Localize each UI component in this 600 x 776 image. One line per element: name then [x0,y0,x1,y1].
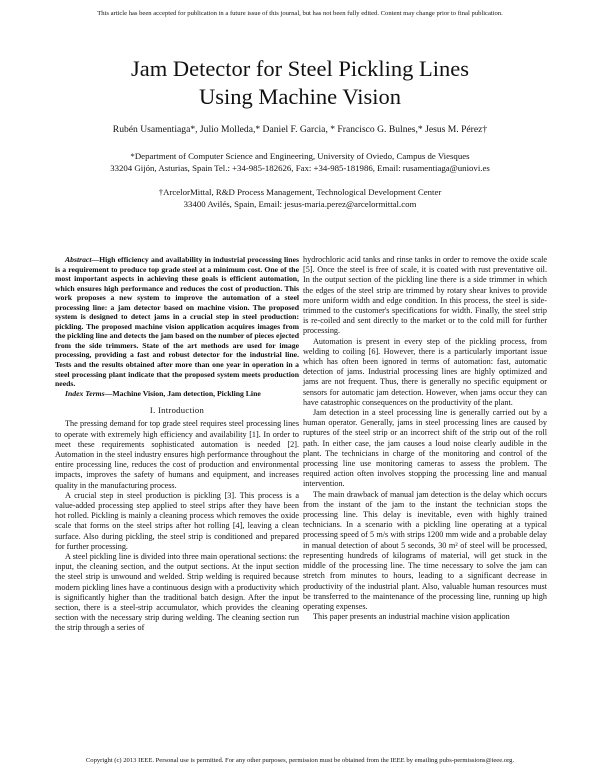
body-paragraph: This paper presents an industrial machine vision application [313,612,510,622]
body-paragraph: Automation is present in every step of the pickling process, from welding to coiling [6]. However, there is a particularly important issue which has often been ignored in terms of automation: fast, automatic detection of jams. Industrial processing lines are highly optimized and jams are not frequent. Thus, there is generally no specific equipment or sensors for automatic jam detection. However, when jams occur they can have catastrophic consequences on the productivity of the plant. [303,336,547,407]
copyright-footer: Copyright (c) 2013 IEEE. Personal use is permitted. For any other purposes, permission must be obtained from the IEEE by emailing pubs-permissions@ieee.org. [85,757,515,764]
index-terms-text: —Machine Vision, Jam detection, Pickling Line [104,388,261,398]
index-terms-lead: Index Terms [65,388,105,398]
body-paragraph: The pressing demand for top grade steel requires steel processing lines to operate with extremely high efficiency and availability [1]. In order to meet these requirements sophisticated automation is needed [2]. Automation in the steel industry ensures high performance throughout the entire processing line, reduces the cost of production and environmental impacts, improves the safety of humans and equipment, and increases quality in the manufacturing process. [55,419,299,490]
index-terms [55,389,299,399]
right-column [303,255,547,622]
abstract-text: —High efficiency and availability in industrial processing lines is a requirement to produce top grade steel at a minimum cost. One of the most important aspects in achieving these goals is efficient automation, which ensures high performance and reduces the cost of production. This work proposes a new system to improve the automation of a steel processing line: a jam detector based on machine vision. The proposed system is designed to detect jams in a crucial step in steel production: pickling. The proposed machine vision application acquires images from the pickling line and detects the jam based on the number of pieces ejected from the side trimmers. State of the art methods are used for image processing, providing a fast and robust detector for the industrial line. Tests and the results obtained after more than one year in operation in a steel processing plant indicate that the proposed system meets production needs. [55,255,299,389]
affiliation-oviedo-line-1: *Department of Computer Science and Engineering, University of Oviedo, Campus de Viesques [130,151,470,161]
body-paragraph: hydrochloric acid tanks and rinse tanks in order to remove the oxide scale [5]. Once the steel is free of scale, it is coated with rust preventative oil. In the output section of the pickling line there is a side trimmer in which the edges of the steel strip are trimmed by rotary shear knives to provide more uniform width and edge condition. In this process, the steel is side-trimmed to the customer's specifications for width. Finally, the steel strip is re-coiled and sent directly to the market or to the cold mill for further processing. [303,255,547,336]
paper-title [40,55,560,111]
journal-banner: This article has been accepted for publication in a future issue of this journal, but has not been fully edited. Content may change prior to final publication. [97,10,503,17]
body-paragraph: Jam detection in a steel processing line is generally carried out by a human operator. Generally, jams in steel processing lines are caused by ruptures of the steel strip or an incorrect shift of the strip out of the roll path. In either case, the jam causes a loud noise clearly audible in the plant. The technicians in charge of the monitoring and control of the processing line use monitoring cameras to assess the problem. The required action often involves stopping the processing line and manual intervention. [303,408,547,489]
body-paragraph: The main drawback of manual jam detection is the delay which occurs from the instant of the jam to the instant the technician stops the processing line. This delay is inevitable, even with highly trained technicians. In a scenario with a pickling line operating at a typical processing speed of 5 m/s with strips 1200 mm wide and a probable delay in manual detection of about 5 seconds, 30 m² of steel will be processed, representing hundreds of kilograms of material, will get stuck in the middle of the processing line. The time necessary to solve the jam can stretch from minutes to hours, leading to a significant decrease in productivity of the industrial plant. Also, valuable human resources must be transferred to the maintenance of the processing line, running up high operating expenses. [303,489,547,611]
abstract [55,255,299,389]
left-column [55,255,299,634]
section-heading-introduction: I. Introduction [149,405,205,416]
body-paragraph: A crucial step in steel production is pickling [3]. This process is a value-added processing step applied to steel strips after they have been hot rolled. Pickling is mainly a cleaning process which removes the oxide scale that forms on the steel strips after hot rolling [4], leaving a clean surface. Also during pickling, the steel strip is conditioned and prepared for further processing. [55,490,299,551]
title-line-1: Jam Detector for Steel Pickling Lines [130,56,470,81]
title-line-2: Using Machine Vision [199,84,401,109]
affiliation-oviedo [20,150,580,174]
affiliation-oviedo-line-2: 33204 Gijón, Asturias, Spain Tel.: +34-985-182626, Fax: +34-985-181986, Email: rusamentiaga@uniovi.es [110,163,490,173]
abstract-lead: Abstract [65,255,92,264]
affiliation-arcelormittal [20,186,580,210]
author-list: Rubén Usamentiaga*, Julio Molleda,* Daniel F. Garcia, * Francisco G. Bulnes,* Jesus M. Pérez† [112,124,488,135]
affiliation-arcelormittal-line-1: †ArcelorMittal, R&D Process Management, Technological Development Center [158,187,442,197]
affiliation-arcelormittal-line-2: 33400 Avilés, Spain, Email: jesus-maria.perez@arcelormittal.com [183,199,417,209]
body-paragraph: A steel pickling line is divided into three main operational sections: the input, the cleaning section, and the output sections. At the input section the steel strip is unwound and welded. Strip welding is required because modern pickling lines have a continuous design with a productivity which is significantly higher than the traditional batch design. After the input section, there is a steel-strip accumulator, which provides the cleaning section with the necessary strip during welding. The cleaning section run the strip through a series of [55,552,299,633]
